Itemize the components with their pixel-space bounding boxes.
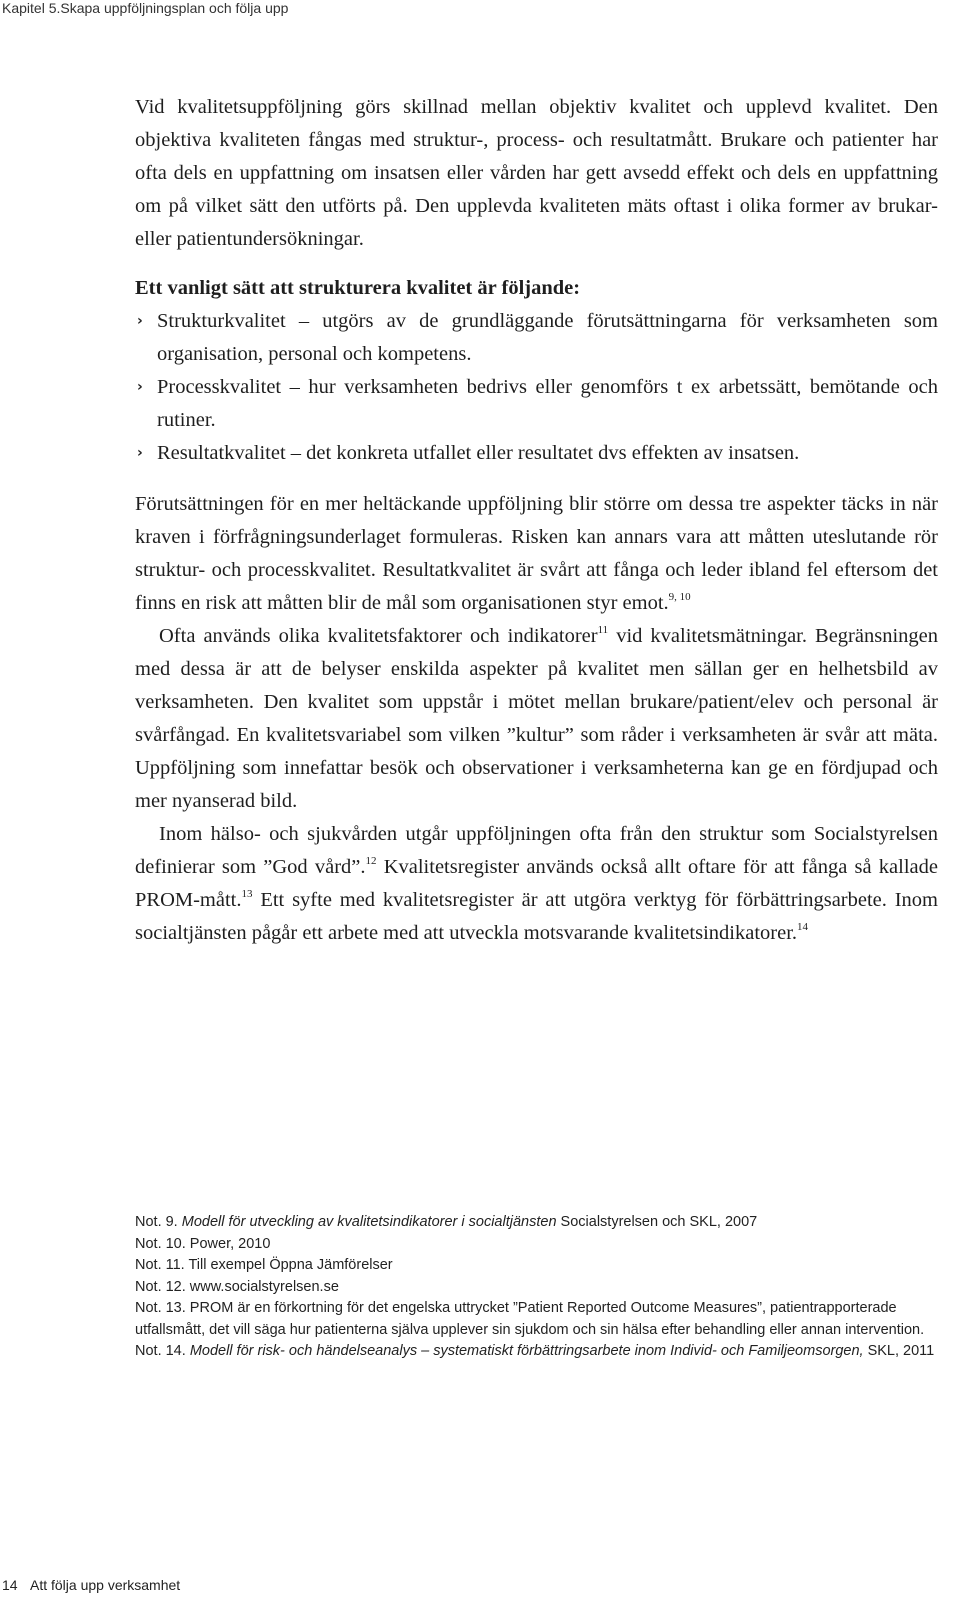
body-paragraph xyxy=(135,620,938,818)
paragraph-text: Ofta används olika kvalitetsfaktorer och indikatorer xyxy=(159,625,598,647)
body-paragraph xyxy=(135,818,938,950)
list-item-text: Resultatkvalitet – det konkreta utfallet eller resultatet dvs effekten av insatsen. xyxy=(157,442,800,464)
footnote-title: Modell för utveckling av kvalitetsindikatorer i socialtjänsten xyxy=(181,1214,557,1230)
footnote: Not. 12. www.socialstyrelsen.se xyxy=(135,1278,339,1295)
list-item xyxy=(135,305,938,371)
footnote-ref: 9, 10 xyxy=(668,591,691,603)
footnote-ref: 13 xyxy=(241,888,253,900)
bullet-chevron-icon: › xyxy=(137,445,143,461)
footnote: Not. 11. Till exempel Öppna Jämförelser xyxy=(135,1257,393,1273)
paragraph-text: Inom hälso- och sjukvården utgår uppföljningen ofta från den struktur som Socialstyrelsen definierar som ”God vård”. xyxy=(135,823,938,878)
chapter-header: Kapitel 5.Skapa uppföljningsplan och följa upp xyxy=(2,0,289,16)
footer-title: Att följa upp verksamhet xyxy=(30,1577,181,1593)
paragraph-text: vid kvalitetsmätningar. Begränsningen med dessa är att de belyser enskilda aspekter på kvalitet men sällan ger en helhetsbild av verksamheten. Den kvalitet som uppstår i mötet mellan brukare/patient/elev och personal är svårfångad. En kvalitetsvariabel som vilken ”kultur” som råder i verksamheten är svår att mäta. Uppföljning som innefattar besök och observationer i verksamheterna kan ge en fördjupad och mer nyanserad bild. xyxy=(135,625,938,812)
list-item-text: Strukturkvalitet – utgörs av de grundläggande förutsättningarna för verksamheten som organisation, personal och kompetens. xyxy=(157,310,938,365)
bullet-chevron-icon: › xyxy=(137,379,143,395)
list-item xyxy=(135,437,938,470)
footnote-ref: 11 xyxy=(597,624,609,636)
intro-paragraph: Vid kvalitetsuppföljning görs skillnad mellan objektiv kvalitet och upplevd kvalitet. Den objektiva kvaliteten fångas med struktur-, process- och resultatmått. Brukare och patienter har ofta dels en uppfattning om insatsen eller vården har gett avsedd effekt och dels en uppfattning om på vilket sätt den utförts på. Den upplevda kvaliteten mäts oftast i olika former av brukar- eller patientundersökningar. xyxy=(135,96,938,250)
page-footer xyxy=(2,1577,180,1593)
page-number: 14 xyxy=(2,1577,18,1593)
paragraph-text: Ett syfte med kvalitetsregister är att utgöra verktyg för förbättringsarbete. Inom socialtjänsten pågår ett arbete med att utveckla motsvarande kvalitetsindikatorer. xyxy=(135,889,938,944)
list-heading: Ett vanligt sätt att strukturera kvalitet är följande: xyxy=(135,277,581,299)
footnote-ref: 12 xyxy=(365,855,377,867)
bullet-chevron-icon: › xyxy=(137,313,143,329)
footnote-title: Modell för risk- och händelseanalys – systematiskt förbättringsarbete inom Individ- och Familjeomsorgen, xyxy=(189,1343,864,1359)
footnote: Not. 9. Modell för utveckling av kvalitetsindikatorer i socialtjänsten Socialstyrelsen och SKL, 2007 xyxy=(135,1214,758,1230)
quality-list xyxy=(135,305,938,470)
footnote: Not. 13. PROM är en förkortning för det engelska uttrycket ”Patient Reported Outcome Measures”, patientrapporterade utfallsmått, det vill säga hur patienterna själva upplever sin sjukdom och sin hälsa efter behandling eller annan intervention. xyxy=(135,1300,925,1338)
footnote-ref: 14 xyxy=(797,921,809,933)
list-item-text: Processkvalitet – hur verksamheten bedrivs eller genomförs t ex arbetssätt, bemötande och rutiner. xyxy=(157,376,938,431)
main-text xyxy=(135,91,938,950)
paragraph-text: Kvalitetsregister används också allt oftare för att fånga så kallade PROM-mått. xyxy=(135,856,938,911)
footnote: Not. 10. Power, 2010 xyxy=(135,1235,271,1252)
footnote: Not. 14. Modell för risk- och händelseanalys – systematiskt förbättringsarbete inom Individ- och Familjeomsorgen, SKL, 2011 xyxy=(135,1343,935,1359)
list-item xyxy=(135,371,938,437)
footnotes xyxy=(135,1212,935,1363)
body-paragraph xyxy=(135,488,938,620)
paragraph-text: Förutsättningen för en mer heltäckande uppföljning blir större om dessa tre aspekter täcks in när kraven i förfrågningsunderlaget formuleras. Risken kan annars vara att måtten uteslutande rör struktur- och processkvalitet. Resultatkvalitet är svårt att fånga och leder ibland fel eftersom det finns en risk att måtten blir de mål som organisationen styr emot. xyxy=(135,493,938,614)
